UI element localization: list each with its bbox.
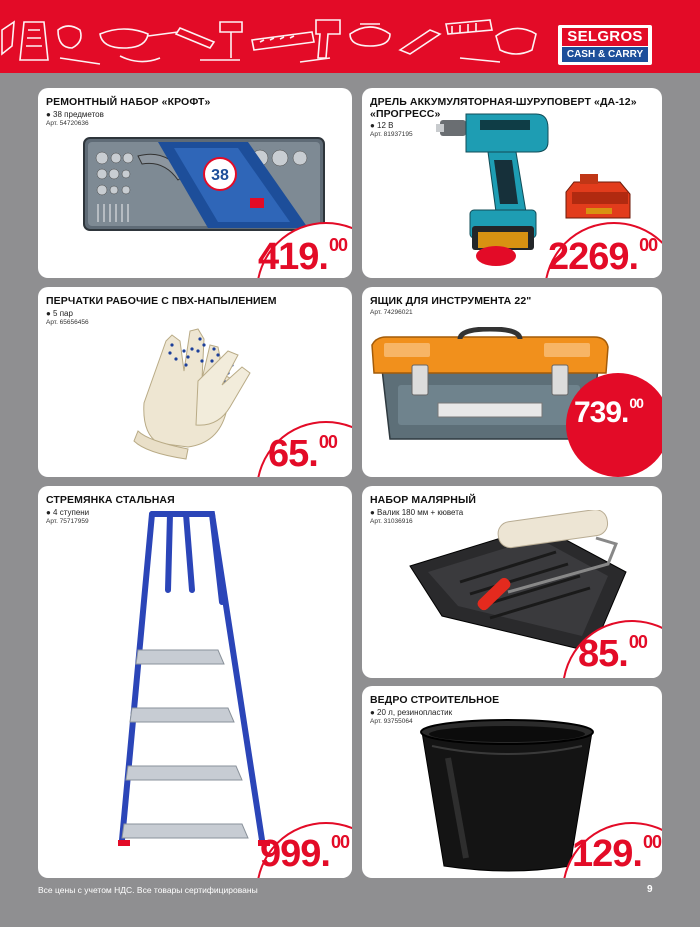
product-card-drill[interactable] — [362, 88, 662, 278]
product-title: ДРЕЛЬ АККУМУЛЯТОРНАЯ-ШУРУПОВЕРТ «ДА-12» «ПРОГРЕСС» — [370, 96, 637, 120]
product-title: РЕМОНТНЫЙ НАБОР «КРОФТ» — [46, 96, 211, 108]
price-main: 739. — [574, 396, 629, 429]
price-tag — [260, 832, 349, 876]
product-title: ЯЩИК ДЛЯ ИНСТРУМЕНТА 22" — [370, 295, 532, 307]
repair-kit-image — [78, 132, 330, 238]
tools-doodle-illustration — [0, 0, 560, 73]
price-tag — [578, 632, 647, 676]
product-card-gloves[interactable] — [38, 287, 352, 477]
product-spec: ● 20 л, резинопластик — [370, 708, 453, 717]
price-main: 2269. — [548, 236, 639, 278]
price-cents: 00 — [628, 632, 647, 652]
product-card-ladder[interactable] — [38, 486, 352, 878]
product-spec: ● 4 ступени — [46, 508, 90, 517]
price-main: 65. — [268, 433, 318, 475]
price-tag — [258, 235, 347, 278]
product-article: Арт. 31036916 — [370, 518, 413, 525]
product-spec: ● 12 В — [370, 121, 394, 130]
product-card-bucket[interactable] — [362, 686, 662, 878]
price-main: 999. — [260, 833, 330, 875]
product-article: Арт. 54720636 — [46, 120, 89, 127]
logo-brand-name: SELGROS — [562, 28, 648, 46]
price-main: 129. — [572, 833, 642, 875]
price-cents: 00 — [330, 832, 349, 852]
product-article: Арт. 74296021 — [370, 309, 413, 316]
product-card-toolbox[interactable] — [362, 287, 662, 477]
kit-box-label: 38 — [211, 167, 229, 184]
product-spec: ● 38 предметов — [46, 110, 104, 119]
price-cents: 00 — [328, 235, 347, 255]
price-main: 419. — [258, 236, 328, 278]
product-article: Арт. 81937195 — [370, 131, 413, 138]
product-card-repair-kit[interactable] — [38, 88, 352, 278]
price-tag — [572, 832, 661, 876]
price-main: 85. — [578, 633, 628, 675]
price-tag — [268, 432, 337, 476]
price-tag — [548, 235, 657, 278]
product-article: Арт. 75717959 — [46, 518, 89, 525]
product-spec: ● Валик 180 мм + кювета — [370, 508, 464, 517]
product-title: ПЕРЧАТКИ РАБОЧИЕ С ПВХ-НАПЫЛЕНИЕМ — [46, 295, 277, 307]
header-banner — [0, 0, 700, 73]
page-number: 9 — [647, 884, 653, 895]
product-article: Арт. 65656456 — [46, 319, 89, 326]
price-cents: 00 — [318, 432, 337, 452]
logo-brand-tagline: CASH & CARRY — [562, 47, 648, 62]
ladder-image — [118, 510, 286, 850]
footer-disclaimer: Все цены с учетом НДС. Все товары сертифицированы — [38, 885, 258, 895]
product-article: Арт. 93755064 — [370, 718, 413, 725]
price-cents: 00 — [639, 235, 658, 255]
selgros-logo[interactable] — [558, 25, 652, 65]
price-cents: 00 — [642, 832, 661, 852]
product-title: ВЕДРО СТРОИТЕЛЬНОЕ — [370, 694, 500, 706]
product-title: СТРЕМЯНКА СТАЛЬНАЯ — [46, 494, 175, 506]
price-tag — [574, 395, 643, 430]
product-card-paint-set[interactable] — [362, 486, 662, 678]
bucket-image — [418, 718, 596, 874]
product-title: НАБОР МАЛЯРНЫЙ — [370, 494, 476, 506]
product-spec: ● 5 пар — [46, 309, 73, 318]
price-cents: 00 — [629, 395, 643, 411]
gloves-image — [128, 321, 288, 461]
